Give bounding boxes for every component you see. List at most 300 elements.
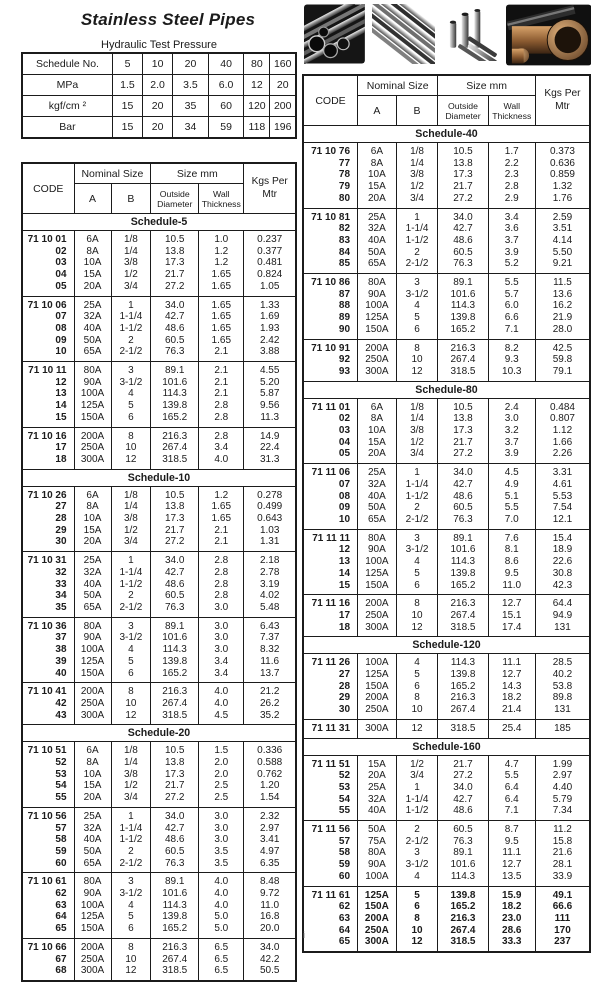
kgs-per-mtr: 1.05 <box>244 281 296 296</box>
kgs-per-mtr: 12.1 <box>535 514 590 529</box>
nominal-size-a: 50A <box>74 846 111 858</box>
pipe-code: 28 <box>303 681 358 693</box>
nominal-size-b: 12 <box>111 710 151 725</box>
pipe-code: 71 10 81 <box>303 208 358 223</box>
wall-thickness: 2.8 <box>199 579 244 591</box>
wall-thickness: 5.2 <box>488 258 535 273</box>
nominal-size-b: 6 <box>111 668 151 683</box>
nominal-size-b: 12 <box>111 965 151 981</box>
wall-thickness: 6.4 <box>488 794 535 806</box>
pipe-table-row <box>22 388 296 400</box>
pipe-table-row <box>303 491 590 503</box>
hydraulic-row <box>22 53 296 75</box>
wall-thickness: 3.4 <box>199 442 244 454</box>
wall-thickness: 3.5 <box>199 846 244 858</box>
pipe-code: 04 <box>303 437 358 449</box>
nominal-size-b: 5 <box>396 568 438 580</box>
nominal-size-b: 4 <box>396 871 438 886</box>
nominal-size-a: 125A <box>74 911 111 923</box>
nominal-size-a: 15A <box>74 269 111 281</box>
wall-thickness: 3.0 <box>199 834 244 846</box>
nominal-size-a: 125A <box>358 669 397 681</box>
header-code: CODE <box>22 163 74 214</box>
nominal-size-a: 300A <box>74 710 111 725</box>
pipe-table-row <box>22 281 296 296</box>
outside-diameter: 13.8 <box>151 246 199 258</box>
outside-diameter: 42.7 <box>438 794 488 806</box>
wall-thickness: 5.1 <box>488 491 535 503</box>
outside-diameter: 21.7 <box>151 780 199 792</box>
hydraulic-value: 15 <box>112 117 142 139</box>
kgs-per-mtr: 22.4 <box>244 442 296 454</box>
nominal-size-a: 50A <box>74 335 111 347</box>
pipe-code: 52 <box>303 770 358 782</box>
nominal-size-a: 50A <box>74 590 111 602</box>
schedule-title: Schedule-10 <box>22 469 296 486</box>
pipe-code: 71 10 66 <box>22 938 74 953</box>
outside-diameter: 76.3 <box>151 858 199 873</box>
outside-diameter: 76.3 <box>151 602 199 617</box>
hydraulic-value: 35 <box>173 96 209 117</box>
pipe-code: 29 <box>22 525 74 537</box>
hydraulic-test-pressure-table <box>21 52 297 139</box>
kgs-per-mtr: 21.9 <box>535 312 590 324</box>
pipe-table-row <box>22 823 296 835</box>
nominal-size-a: 100A <box>358 654 397 669</box>
kgs-per-mtr: 1.20 <box>244 780 296 792</box>
kgs-per-mtr: 4.02 <box>244 590 296 602</box>
outside-diameter: 21.7 <box>151 525 199 537</box>
kgs-per-mtr: 0.373 <box>535 143 590 158</box>
pipe-code: 30 <box>22 536 74 551</box>
pipe-code: 71 11 16 <box>303 595 358 610</box>
kgs-per-mtr: 3.51 <box>535 223 590 235</box>
wall-thickness: 3.7 <box>488 437 535 449</box>
pipe-table-row <box>303 770 590 782</box>
pipe-row-group <box>22 807 296 873</box>
outside-diameter: 216.3 <box>151 427 199 442</box>
nominal-size-b: 1/2 <box>396 437 438 449</box>
nominal-size-b: 1 <box>396 464 438 479</box>
wall-thickness: 1.2 <box>199 257 244 269</box>
pipe-table-row <box>22 911 296 923</box>
pipe-code: 17 <box>22 442 74 454</box>
kgs-per-mtr: 16.8 <box>244 911 296 923</box>
wall-thickness: 2.5 <box>199 780 244 792</box>
nominal-size-a: 200A <box>358 913 397 925</box>
nominal-size-b: 1/2 <box>396 755 438 770</box>
pipe-table-row <box>22 442 296 454</box>
nominal-size-a: 200A <box>74 938 111 953</box>
outside-diameter: 139.8 <box>438 886 488 901</box>
wall-thickness: 7.0 <box>488 514 535 529</box>
nominal-size-a: 125A <box>74 400 111 412</box>
kgs-per-mtr: 8.48 <box>244 873 296 888</box>
nominal-size-b: 3-1/2 <box>396 859 438 871</box>
pipe-code: 63 <box>22 900 74 912</box>
outside-diameter: 60.5 <box>438 821 488 836</box>
outside-diameter: 60.5 <box>438 247 488 259</box>
outside-diameter: 60.5 <box>438 502 488 514</box>
nominal-size-b: 8 <box>396 913 438 925</box>
pipe-code: 04 <box>22 269 74 281</box>
pipe-table-row <box>303 324 590 339</box>
pipe-code: 35 <box>22 602 74 617</box>
pipe-table-row <box>22 486 296 501</box>
pipe-code: 53 <box>22 769 74 781</box>
nominal-size-b: 1 <box>396 208 438 223</box>
nominal-size-a: 25A <box>358 464 397 479</box>
pipe-code: 68 <box>22 965 74 981</box>
nominal-size-a: 10A <box>74 513 111 525</box>
pipe-code: 71 10 41 <box>22 683 74 698</box>
wall-thickness: 1.7 <box>488 143 535 158</box>
nominal-size-b: 1/4 <box>111 501 151 513</box>
wall-thickness: 1.65 <box>199 323 244 335</box>
nominal-size-a: 10A <box>358 425 397 437</box>
pipe-code: 34 <box>22 590 74 602</box>
outside-diameter: 21.7 <box>151 269 199 281</box>
wall-thickness: 1.65 <box>199 311 244 323</box>
outside-diameter: 42.7 <box>151 567 199 579</box>
wall-thickness: 12.7 <box>488 859 535 871</box>
outside-diameter: 139.8 <box>151 400 199 412</box>
pipe-row-group <box>303 886 590 952</box>
pipe-table-row <box>22 400 296 412</box>
pipe-code: 71 10 51 <box>22 742 74 757</box>
outside-diameter: 267.4 <box>151 698 199 710</box>
pipe-code: 71 10 56 <box>22 807 74 822</box>
hydraulic-value: 200 <box>270 96 296 117</box>
pipe-code: 88 <box>303 300 358 312</box>
pipe-table-row <box>22 513 296 525</box>
hydraulic-table-body <box>22 53 296 138</box>
pipe-code: 71 11 31 <box>303 719 358 738</box>
pipe-table-row <box>22 346 296 361</box>
outside-diameter: 165.2 <box>151 923 199 938</box>
kgs-per-mtr: 34.0 <box>244 938 296 953</box>
pipe-table-row <box>22 427 296 442</box>
nominal-size-b: 1/2 <box>396 181 438 193</box>
outside-diameter: 318.5 <box>151 710 199 725</box>
pipe-row-group <box>22 296 296 362</box>
pipe-table-row <box>22 602 296 617</box>
pipe-row-group <box>22 873 296 939</box>
nominal-size-a: 15A <box>358 437 397 449</box>
kgs-per-mtr: 1.99 <box>535 755 590 770</box>
kgs-per-mtr: 2.18 <box>244 552 296 567</box>
outside-diameter: 21.7 <box>438 437 488 449</box>
nominal-size-a: 100A <box>74 388 111 400</box>
pipe-row-group <box>303 529 590 595</box>
schedule-title: Schedule-160 <box>303 738 590 755</box>
outside-diameter: 34.0 <box>438 464 488 479</box>
nominal-size-b: 6 <box>111 923 151 938</box>
pipe-table-row <box>22 769 296 781</box>
pipe-code: 80 <box>303 193 358 208</box>
pipe-row-group <box>22 486 296 552</box>
nominal-size-a: 65A <box>74 602 111 617</box>
nominal-size-b: 2-1/2 <box>111 858 151 873</box>
wall-thickness: 3.0 <box>199 602 244 617</box>
outside-diameter: 27.2 <box>151 281 199 296</box>
outside-diameter: 48.6 <box>151 323 199 335</box>
nominal-size-a: 15A <box>74 780 111 792</box>
hydraulic-value: 120 <box>244 96 270 117</box>
wall-thickness: 1.65 <box>199 513 244 525</box>
nominal-size-b: 1 <box>111 807 151 822</box>
outside-diameter: 216.3 <box>438 913 488 925</box>
kgs-per-mtr: 7.37 <box>244 632 296 644</box>
wall-thickness: 3.5 <box>199 858 244 873</box>
schedule-title: Schedule-80 <box>303 381 590 398</box>
pipe-table-row <box>303 610 590 622</box>
nominal-size-a: 125A <box>358 568 397 580</box>
outside-diameter: 318.5 <box>438 366 488 381</box>
pipe-table-row <box>22 632 296 644</box>
pipe-code: 63 <box>303 913 358 925</box>
nominal-size-a: 200A <box>74 427 111 442</box>
nominal-size-b: 3/8 <box>111 769 151 781</box>
outside-diameter: 89.1 <box>438 529 488 544</box>
outside-diameter: 17.3 <box>151 769 199 781</box>
kgs-per-mtr: 0.636 <box>535 158 590 170</box>
wall-thickness: 25.4 <box>488 719 535 738</box>
wall-thickness: 33.3 <box>488 936 535 952</box>
pipe-table-row <box>303 479 590 491</box>
kgs-per-mtr: 2.97 <box>535 770 590 782</box>
pipe-table-row <box>22 536 296 551</box>
kgs-per-mtr: 5.48 <box>244 602 296 617</box>
outside-diameter: 10.5 <box>151 742 199 757</box>
outside-diameter: 114.3 <box>151 388 199 400</box>
nominal-size-a: 8A <box>358 413 397 425</box>
nominal-size-a: 80A <box>358 274 397 289</box>
kgs-per-mtr: 15.8 <box>535 836 590 848</box>
outside-diameter: 318.5 <box>438 936 488 952</box>
nominal-size-a: 65A <box>358 514 397 529</box>
outside-diameter: 76.3 <box>438 836 488 848</box>
page-title: Stainless Steel Pipes <box>80 10 256 29</box>
pipe-table-row <box>303 181 590 193</box>
nominal-size-a: 32A <box>358 223 397 235</box>
wall-thickness: 5.5 <box>488 274 535 289</box>
pipe-code: 12 <box>22 377 74 389</box>
pipe-code: 58 <box>303 847 358 859</box>
wall-thickness: 14.3 <box>488 681 535 693</box>
wall-thickness: 5.7 <box>488 289 535 301</box>
wall-thickness: 2.4 <box>488 398 535 413</box>
pipe-table-row <box>303 274 590 289</box>
wall-thickness: 7.1 <box>488 805 535 820</box>
outside-diameter: 21.7 <box>438 755 488 770</box>
nominal-size-a: 125A <box>74 656 111 668</box>
kgs-per-mtr: 8.32 <box>244 644 296 656</box>
pipe-code: 07 <box>303 479 358 491</box>
nominal-size-b: 10 <box>111 954 151 966</box>
pipe-table-row <box>22 454 296 469</box>
pipe-row-group <box>22 683 296 725</box>
pipe-table-row <box>22 834 296 846</box>
nominal-size-a: 100A <box>358 556 397 568</box>
outside-diameter: 114.3 <box>438 654 488 669</box>
outside-diameter: 267.4 <box>438 354 488 366</box>
nominal-size-b: 3-1/2 <box>396 544 438 556</box>
pipe-table-row <box>303 169 590 181</box>
kgs-per-mtr: 28.1 <box>535 859 590 871</box>
pipe-table-row <box>303 669 590 681</box>
pipe-code: 33 <box>22 579 74 591</box>
pipe-code: 71 10 31 <box>22 552 74 567</box>
nominal-size-b: 1 <box>111 296 151 311</box>
outside-diameter: 13.8 <box>151 757 199 769</box>
nominal-size-b: 3/4 <box>396 193 438 208</box>
nominal-size-b: 2 <box>111 335 151 347</box>
kgs-per-mtr: 11.6 <box>244 656 296 668</box>
kgs-per-mtr: 111 <box>535 913 590 925</box>
pipe-code: 39 <box>22 656 74 668</box>
pipe-row-group <box>303 143 590 209</box>
pipe-row-group <box>303 654 590 720</box>
wall-thickness: 4.5 <box>199 710 244 725</box>
nominal-size-a: 65A <box>74 858 111 873</box>
outside-diameter: 216.3 <box>151 938 199 953</box>
pipe-code: 78 <box>303 169 358 181</box>
pipe-table-row <box>303 847 590 859</box>
hydraulic-value: 160 <box>270 53 296 75</box>
hydraulic-value: 15 <box>112 96 142 117</box>
pipe-code: 14 <box>303 568 358 580</box>
nominal-size-b: 3/8 <box>111 257 151 269</box>
outside-diameter: 27.2 <box>438 770 488 782</box>
pipe-code: 43 <box>22 710 74 725</box>
nominal-size-a: 250A <box>358 925 397 937</box>
kgs-per-mtr: 89.8 <box>535 692 590 704</box>
pipe-code: 02 <box>22 246 74 258</box>
pipe-code: 71 11 56 <box>303 821 358 836</box>
nominal-size-b: 1/4 <box>111 246 151 258</box>
outside-diameter: 48.6 <box>151 834 199 846</box>
kgs-per-mtr: 3.88 <box>244 346 296 361</box>
outside-diameter: 13.8 <box>151 501 199 513</box>
kgs-per-mtr: 18.9 <box>535 544 590 556</box>
pipe-row-group <box>303 821 590 887</box>
nominal-size-a: 150A <box>74 412 111 427</box>
kgs-per-mtr: 5.87 <box>244 388 296 400</box>
outside-diameter: 76.3 <box>438 258 488 273</box>
wall-thickness: 2.3 <box>488 169 535 181</box>
pipe-table-row <box>22 231 296 246</box>
schedule-section-banner <box>303 126 590 143</box>
kgs-per-mtr: 1.33 <box>244 296 296 311</box>
pipe-code: 71 11 61 <box>303 886 358 901</box>
kgs-per-mtr: 0.484 <box>535 398 590 413</box>
hydraulic-value: 10 <box>143 53 173 75</box>
nominal-size-b: 3 <box>396 847 438 859</box>
nominal-size-b: 2-1/2 <box>396 258 438 273</box>
outside-diameter: 165.2 <box>438 324 488 339</box>
pipe-code: 67 <box>22 954 74 966</box>
pipe-code: 03 <box>22 257 74 269</box>
nominal-size-a: 300A <box>358 719 397 738</box>
pipe-row-group <box>303 719 590 738</box>
schedule-title: Schedule-120 <box>303 637 590 654</box>
wall-thickness: 1.65 <box>199 269 244 281</box>
outside-diameter: 89.1 <box>151 873 199 888</box>
nominal-size-a: 20A <box>74 281 111 296</box>
nominal-size-b: 10 <box>396 925 438 937</box>
kgs-per-mtr: 0.278 <box>244 486 296 501</box>
pipe-code: 18 <box>22 454 74 469</box>
kgs-per-mtr: 0.237 <box>244 231 296 246</box>
nominal-size-b: 3/8 <box>396 425 438 437</box>
wall-thickness: 2.8 <box>199 552 244 567</box>
outside-diameter: 114.3 <box>151 644 199 656</box>
nominal-size-b: 1-1/2 <box>111 323 151 335</box>
pipe-table-row <box>22 900 296 912</box>
nominal-size-b: 1/4 <box>396 158 438 170</box>
pipe-code: 10 <box>303 514 358 529</box>
pipe-table-row <box>303 925 590 937</box>
outside-diameter: 42.7 <box>151 311 199 323</box>
nominal-size-a: 32A <box>74 567 111 579</box>
kgs-per-mtr: 2.32 <box>244 807 296 822</box>
schedule-section-banner <box>22 214 296 231</box>
hydraulic-value: 12 <box>244 75 270 96</box>
outside-diameter: 216.3 <box>438 339 488 354</box>
nominal-size-a: 300A <box>74 454 111 469</box>
pipe-table-row <box>22 335 296 347</box>
pipe-table-row <box>22 590 296 602</box>
kgs-per-mtr: 13.7 <box>244 668 296 683</box>
kgs-per-mtr: 21.2 <box>244 683 296 698</box>
outside-diameter: 216.3 <box>438 692 488 704</box>
header-col-b: B <box>111 184 151 214</box>
pipe-code: 59 <box>22 846 74 858</box>
outside-diameter: 165.2 <box>151 412 199 427</box>
outside-diameter: 60.5 <box>151 590 199 602</box>
nominal-size-a: 80A <box>74 617 111 632</box>
outside-diameter: 101.6 <box>438 544 488 556</box>
nominal-size-b: 5 <box>396 669 438 681</box>
pipe-table-row <box>303 464 590 479</box>
pipe-code: 05 <box>22 281 74 296</box>
pipe-code: 03 <box>303 425 358 437</box>
nominal-size-a: 40A <box>358 235 397 247</box>
outside-diameter: 318.5 <box>151 454 199 469</box>
nominal-size-b: 8 <box>111 938 151 953</box>
outside-diameter: 101.6 <box>151 632 199 644</box>
kgs-per-mtr: 11.2 <box>535 821 590 836</box>
kgs-per-mtr: 59.8 <box>535 354 590 366</box>
outside-diameter: 27.2 <box>151 792 199 807</box>
nominal-size-a: 6A <box>74 742 111 757</box>
pipe-code: 71 10 76 <box>303 143 358 158</box>
pipe-table-row <box>22 362 296 377</box>
nominal-size-a: 20A <box>74 792 111 807</box>
nominal-size-a: 200A <box>358 595 397 610</box>
pipe-code: 64 <box>303 925 358 937</box>
hydraulic-value: 2.0 <box>143 75 173 96</box>
wall-thickness: 18.2 <box>488 692 535 704</box>
outside-diameter: 139.8 <box>438 568 488 580</box>
pipe-table-row <box>303 871 590 886</box>
outside-diameter: 48.6 <box>151 579 199 591</box>
wall-thickness: 3.6 <box>488 223 535 235</box>
wall-thickness: 3.7 <box>488 235 535 247</box>
pipe-row-group <box>22 617 296 683</box>
kgs-per-mtr: 26.2 <box>244 698 296 710</box>
